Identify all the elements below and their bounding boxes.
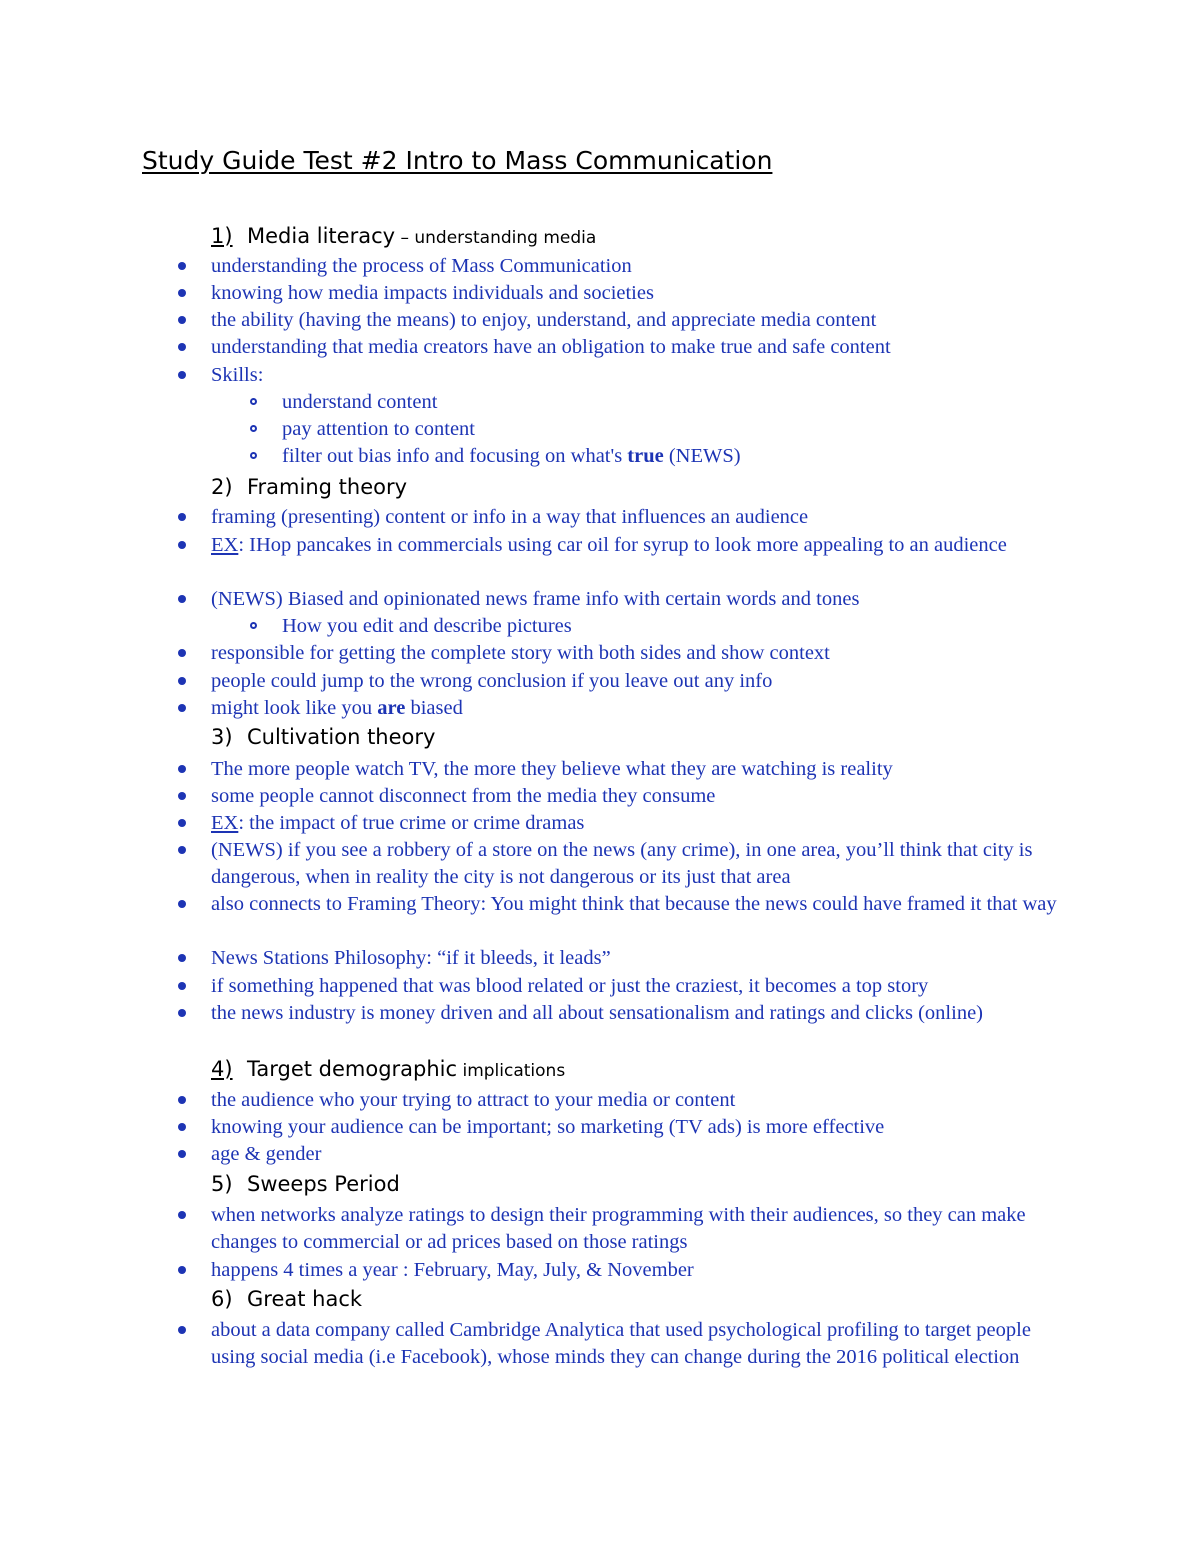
- list-item: about a data company called Cambridge Analytica that used psychological profiling to target people using social media (i.e Facebook), whose minds they can change during the 2016 political election: [211, 1319, 1031, 1368]
- list-item: (NEWS) Biased and opinionated news frame info with certain words and tones: [211, 588, 860, 610]
- bullet-icon: [178, 289, 186, 297]
- bullet-icon: [178, 792, 186, 800]
- bullet-icon: [178, 1009, 186, 1017]
- list-item: happens 4 times a year : February, May, July, & November: [211, 1259, 694, 1281]
- emphasis-text: true: [627, 445, 664, 467]
- section-title: Sweeps Period: [247, 1172, 400, 1196]
- section-number: 2): [211, 475, 233, 499]
- list-item: [282, 443, 1062, 470]
- list-item: [211, 532, 1071, 559]
- text-run: (NEWS): [663, 445, 741, 467]
- bullet-icon: [178, 649, 186, 657]
- list-item: age & gender: [211, 1143, 322, 1165]
- text-run: : the impact of true crime or crime dramas: [238, 812, 585, 834]
- bullet-icon: [178, 371, 186, 379]
- text-run: filter out bias info and focusing on what's: [282, 445, 628, 467]
- list-item: knowing how media impacts individuals and societies: [211, 282, 654, 304]
- text-run: might look like you: [211, 697, 378, 719]
- list-item: also connects to Framing Theory: You might think that because the news could have framed it that way: [211, 893, 1057, 915]
- section-number: 6): [211, 1287, 233, 1311]
- bullet-icon: [178, 1211, 186, 1219]
- bullet-icon: [178, 513, 186, 521]
- list-item: the audience who your trying to attract to your media or content: [211, 1089, 736, 1111]
- bullet-icon: [178, 982, 186, 990]
- sub-bullet-icon: [250, 622, 257, 629]
- list-item: News Stations Philosophy: “if it bleeds, it leads”: [211, 947, 611, 969]
- list-item: The more people watch TV, the more they believe what they are watching is reality: [211, 758, 893, 780]
- section-number: 1): [211, 224, 233, 248]
- text-run: biased: [405, 697, 463, 719]
- list-item: the ability (having the means) to enjoy, understand, and appreciate media content: [211, 309, 877, 331]
- page-title: Study Guide Test #2 Intro to Mass Communication: [142, 146, 773, 175]
- bullet-icon: [178, 1150, 186, 1158]
- section-number: 4): [211, 1057, 233, 1081]
- sub-bullet-icon: [250, 425, 257, 432]
- text-run: : IHop pancakes in commercials using car oil for syrup to look more appealing to an audience: [238, 534, 1007, 556]
- bullet-icon: [178, 1266, 186, 1274]
- list-item: when networks analyze ratings to design their programming with their audiences, so they can make changes to commercial or ad prices based on those ratings: [211, 1204, 1026, 1253]
- sub-bullet-icon: [250, 452, 257, 459]
- section-subtitle: implications: [457, 1061, 566, 1081]
- list-item: the news industry is money driven and all about sensationalism and ratings and clicks (online): [211, 1002, 984, 1024]
- section-title: Framing theory: [247, 475, 408, 499]
- emphasis-text: are: [377, 697, 406, 719]
- bullet-icon: [178, 541, 186, 549]
- section-number: 5): [211, 1172, 233, 1196]
- list-item: [211, 810, 1071, 837]
- bullet-icon: [178, 1326, 186, 1334]
- bullet-icon: [178, 819, 186, 827]
- section-title: Great hack: [247, 1287, 363, 1311]
- section-title: Target demographic: [247, 1057, 458, 1081]
- list-item: some people cannot disconnect from the media they consume: [211, 785, 716, 807]
- list-item: pay attention to content: [282, 418, 475, 440]
- section-title: Cultivation theory: [247, 725, 436, 749]
- bullet-icon: [178, 704, 186, 712]
- list-item: (NEWS) if you see a robbery of a store on the news (any crime), in one area, you’ll think that city is dangerous, when in reality the city is not dangerous or its just that area: [211, 839, 1033, 888]
- bullet-icon: [178, 1096, 186, 1104]
- sub-bullet-icon: [250, 398, 257, 405]
- list-item: How you edit and describe pictures: [282, 615, 572, 637]
- bullet-icon: [178, 677, 186, 685]
- section-4-heading: [211, 1057, 565, 1081]
- list-item: responsible for getting the complete story with both sides and show context: [211, 642, 830, 664]
- bullet-icon: [178, 846, 186, 854]
- section-title: Media literacy: [247, 224, 396, 248]
- list-item: understanding the process of Mass Communication: [211, 255, 632, 277]
- bullet-icon: [178, 900, 186, 908]
- bullet-icon: [178, 954, 186, 962]
- section-number: 3): [211, 725, 233, 749]
- example-label: EX: [211, 534, 239, 556]
- section-subtitle: – understanding media: [395, 228, 597, 248]
- bullet-icon: [178, 343, 186, 351]
- list-item: Skills:: [211, 364, 264, 386]
- example-label: EX: [211, 812, 239, 834]
- list-item: knowing your audience can be important; so marketing (TV ads) is more effective: [211, 1116, 885, 1138]
- list-item: understanding that media creators have an obligation to make true and safe content: [211, 336, 891, 358]
- list-item: understand content: [282, 391, 438, 413]
- section-3-heading: [211, 725, 435, 749]
- section-1-heading: [211, 224, 596, 248]
- bullet-icon: [178, 595, 186, 603]
- list-item: people could jump to the wrong conclusion if you leave out any info: [211, 670, 773, 692]
- section-6-heading: [211, 1287, 362, 1311]
- bullet-icon: [178, 316, 186, 324]
- bullet-icon: [178, 765, 186, 773]
- bullet-icon: [178, 262, 186, 270]
- list-item: [211, 695, 1071, 722]
- list-item: framing (presenting) content or info in a way that influences an audience: [211, 506, 809, 528]
- list-item: if something happened that was blood related or just the craziest, it becomes a top story: [211, 975, 929, 997]
- section-5-heading: [211, 1172, 400, 1196]
- bullet-icon: [178, 1123, 186, 1131]
- section-2-heading: [211, 475, 407, 499]
